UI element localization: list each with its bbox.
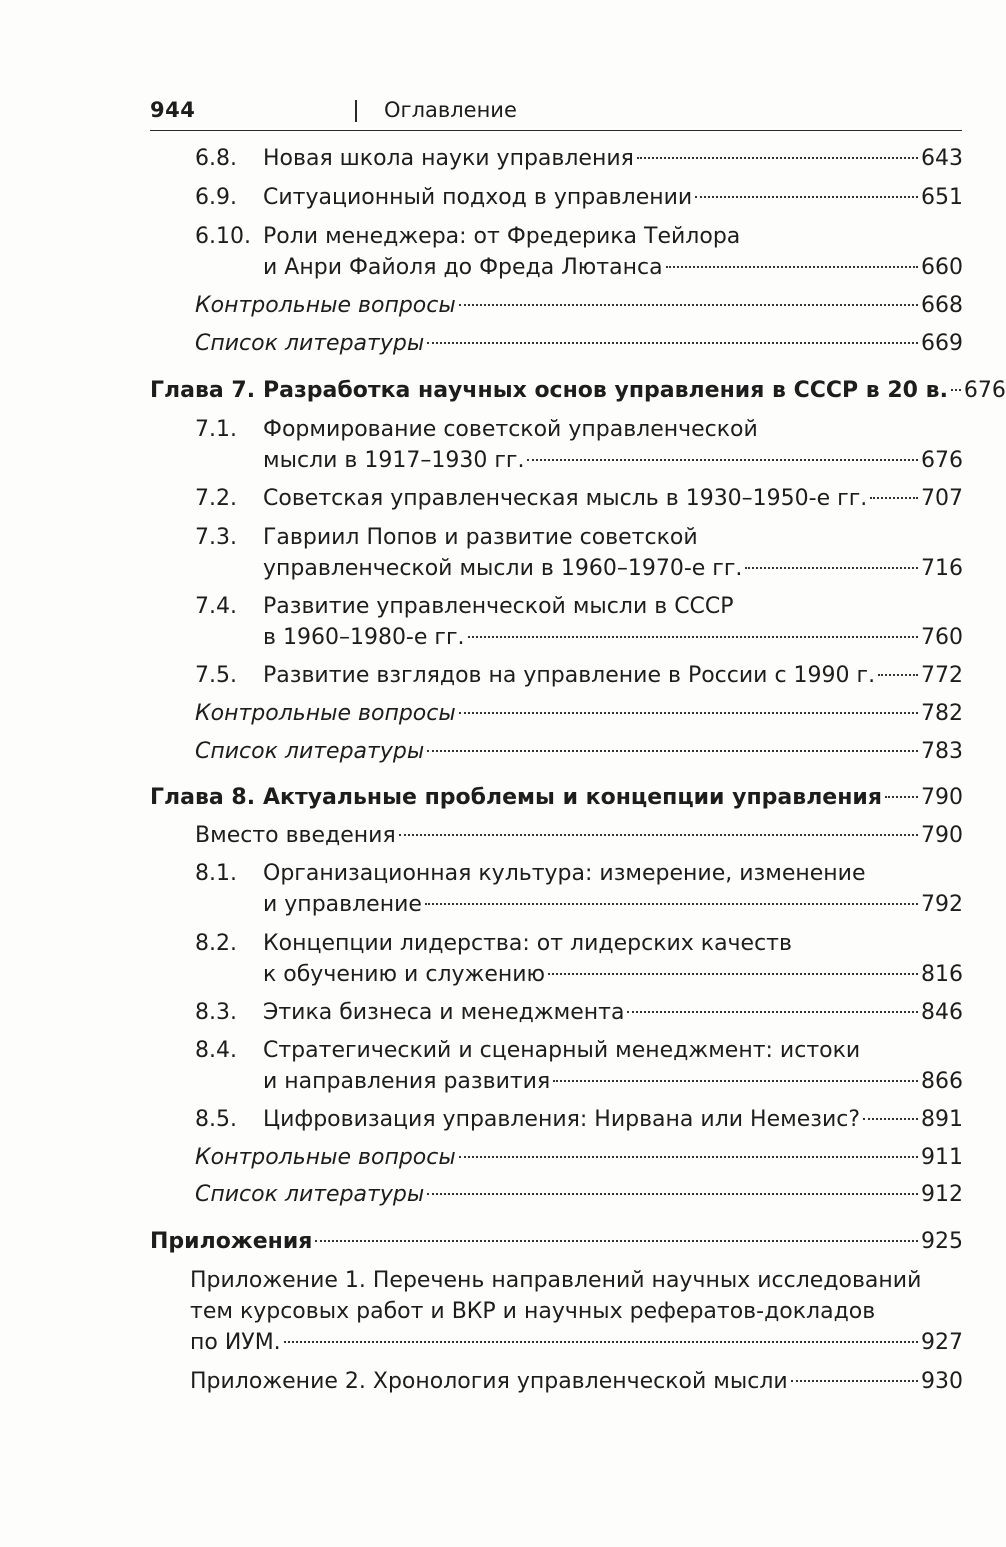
entry-line — [263, 785, 963, 810]
entry-page: 912 — [921, 1182, 963, 1207]
dot-leader — [627, 1011, 918, 1013]
entry-title-cont: по ИУМ. — [190, 1330, 281, 1355]
entry-number: 6.9. — [195, 185, 237, 210]
entry-title: Развитие управленческой мысли в СССР — [263, 594, 734, 619]
entry-line — [263, 892, 963, 917]
chapter-number: Глава 7. — [150, 378, 256, 403]
running-title: Оглавление — [384, 98, 517, 122]
entry-page: 643 — [921, 146, 963, 171]
entry-page: 816 — [921, 962, 963, 987]
entry-page: 891 — [921, 1107, 963, 1132]
dot-leader — [399, 834, 918, 836]
entry-number: 7.2. — [195, 486, 237, 511]
entry-line — [263, 448, 963, 473]
entry-title: Новая школа науки управления — [263, 146, 634, 171]
entry-title: Развитие взглядов на управление в России с 1990 г. — [263, 663, 876, 688]
entry-line — [263, 962, 963, 987]
appendices-title: Приложения — [150, 1229, 313, 1254]
entry-page: 651 — [921, 185, 963, 210]
entry-page: 790 — [921, 823, 963, 848]
dot-leader — [459, 712, 918, 714]
entry-title: Организационная культура: измерение, изменение — [263, 861, 866, 886]
dot-leader — [427, 342, 918, 344]
entry-number: 8.3. — [195, 1000, 237, 1025]
entry-title: Контрольные вопросы — [195, 1145, 456, 1170]
entry-page: 911 — [921, 1145, 963, 1170]
header-divider — [355, 100, 357, 122]
entry-page: 716 — [921, 556, 963, 581]
entry-line — [195, 293, 963, 318]
entry-number: 7.1. — [195, 417, 237, 442]
dot-leader — [459, 1156, 918, 1158]
entry-title: Советская управленческая мысль в 1930–1950-е гг. — [263, 486, 868, 511]
entry-line — [263, 663, 963, 688]
entry-page: 790 — [921, 785, 963, 810]
entry-title: Контрольные вопросы — [195, 293, 456, 318]
entry-line — [195, 1145, 963, 1170]
dot-leader — [315, 1240, 918, 1242]
entry-title: Гавриил Попов и развитие советской — [263, 525, 698, 550]
entry-title: Цифровизация управления: Нирвана или Немезис? — [263, 1107, 861, 1132]
entry-line — [263, 185, 963, 210]
entry-page: 927 — [921, 1330, 963, 1355]
dot-leader — [745, 567, 918, 569]
entry-number: 6.8. — [195, 146, 237, 171]
entry-page: 846 — [921, 1000, 963, 1025]
entry-number: 6.10. — [195, 224, 251, 249]
dot-leader — [666, 266, 918, 268]
dot-leader — [548, 973, 918, 975]
entry-number: 7.4. — [195, 594, 237, 619]
entry-title-cont: к обучению и служению — [263, 962, 546, 987]
entry-line — [150, 1229, 963, 1254]
entry-title: Роли менеджера: от Фредерика Тейлора — [263, 224, 741, 249]
dot-leader — [870, 497, 918, 499]
dot-leader — [885, 796, 918, 798]
entry-line — [263, 378, 1006, 403]
chapter-title: Разработка научных основ управления в СССР в 20 в. — [263, 378, 948, 403]
entry-title-cont: и направления развития — [263, 1069, 551, 1094]
dot-leader — [425, 903, 918, 905]
entry-page: 930 — [921, 1369, 963, 1394]
dot-leader — [553, 1080, 918, 1082]
entry-line — [263, 1069, 963, 1094]
dot-leader — [863, 1118, 918, 1120]
entry-title-cont: управленческой мысли в 1960–1970-е гг. — [263, 556, 743, 581]
entry-page: 669 — [921, 331, 963, 356]
entry-line — [190, 1369, 963, 1394]
entry-page: 676 — [921, 448, 963, 473]
entry-page: 866 — [921, 1069, 963, 1094]
entry-line — [263, 625, 963, 650]
entry-page: 668 — [921, 293, 963, 318]
dot-leader — [791, 1380, 918, 1382]
dot-leader — [468, 636, 918, 638]
entry-title-cont: тем курсовых работ и ВКР и научных рефератов-докладов — [190, 1299, 876, 1324]
entry-line — [195, 739, 963, 764]
page-number: 944 — [150, 98, 196, 122]
entry-title: Концепции лидерства: от лидерских качеств — [263, 931, 792, 956]
entry-title: Вместо введения — [195, 823, 396, 848]
dot-leader — [951, 389, 961, 391]
entry-number: 8.4. — [195, 1038, 237, 1063]
entry-title: Стратегический и сценарный менеджмент: истоки — [263, 1038, 861, 1063]
entry-line — [263, 486, 963, 511]
entry-line — [195, 823, 963, 848]
entry-line — [263, 146, 963, 171]
entry-line — [195, 701, 963, 726]
dot-leader — [284, 1341, 918, 1343]
entry-page: 676 — [963, 378, 1006, 403]
entry-title: Ситуационный подход в управлении — [263, 185, 693, 210]
entry-page: 772 — [921, 663, 963, 688]
entry-page: 783 — [921, 739, 963, 764]
entry-page: 760 — [921, 625, 963, 650]
entry-title: Этика бизнеса и менеджмента — [263, 1000, 625, 1025]
entry-line — [195, 331, 963, 356]
dot-leader — [459, 304, 918, 306]
entry-title-cont: в 1960–1980-е гг. — [263, 625, 465, 650]
entry-page: 707 — [921, 486, 963, 511]
entry-page: 792 — [921, 892, 963, 917]
dot-leader — [427, 1193, 918, 1195]
dot-leader — [878, 674, 918, 676]
entry-number: 7.3. — [195, 525, 237, 550]
entry-number: 8.2. — [195, 931, 237, 956]
entry-line — [195, 1182, 963, 1207]
entry-number: 7.5. — [195, 663, 237, 688]
entry-title: Формирование советской управленческой — [263, 417, 758, 442]
dot-leader — [527, 459, 918, 461]
entry-title: Список литературы — [195, 739, 425, 764]
entry-line — [190, 1330, 963, 1355]
entry-title: Список литературы — [195, 1182, 425, 1207]
entry-title-cont: и управление — [263, 892, 422, 917]
entry-title: Список литературы — [195, 331, 425, 356]
entry-page: 925 — [921, 1229, 963, 1254]
entry-title: Приложение 2. Хронология управленческой мысли — [190, 1369, 788, 1394]
page-header — [150, 98, 962, 131]
chapter-number: Глава 8. — [150, 785, 256, 810]
entry-line — [263, 255, 963, 280]
entry-line — [263, 1107, 963, 1132]
dot-leader — [427, 750, 918, 752]
entry-title: Контрольные вопросы — [195, 701, 456, 726]
dot-leader — [695, 196, 918, 198]
entry-line — [263, 1000, 963, 1025]
entry-title-cont: мысли в 1917–1930 гг. — [263, 448, 525, 473]
entry-page: 782 — [921, 701, 963, 726]
entry-number: 8.1. — [195, 861, 237, 886]
chapter-title: Актуальные проблемы и концепции управления — [263, 785, 882, 810]
entry-number: 8.5. — [195, 1107, 237, 1132]
dot-leader — [637, 157, 918, 159]
entry-title-cont: и Анри Файоля до Фреда Лютанса — [263, 255, 663, 280]
entry-title: Приложение 1. Перечень направлений научных исследований — [190, 1268, 922, 1293]
entry-page: 660 — [921, 255, 963, 280]
entry-line — [263, 556, 963, 581]
